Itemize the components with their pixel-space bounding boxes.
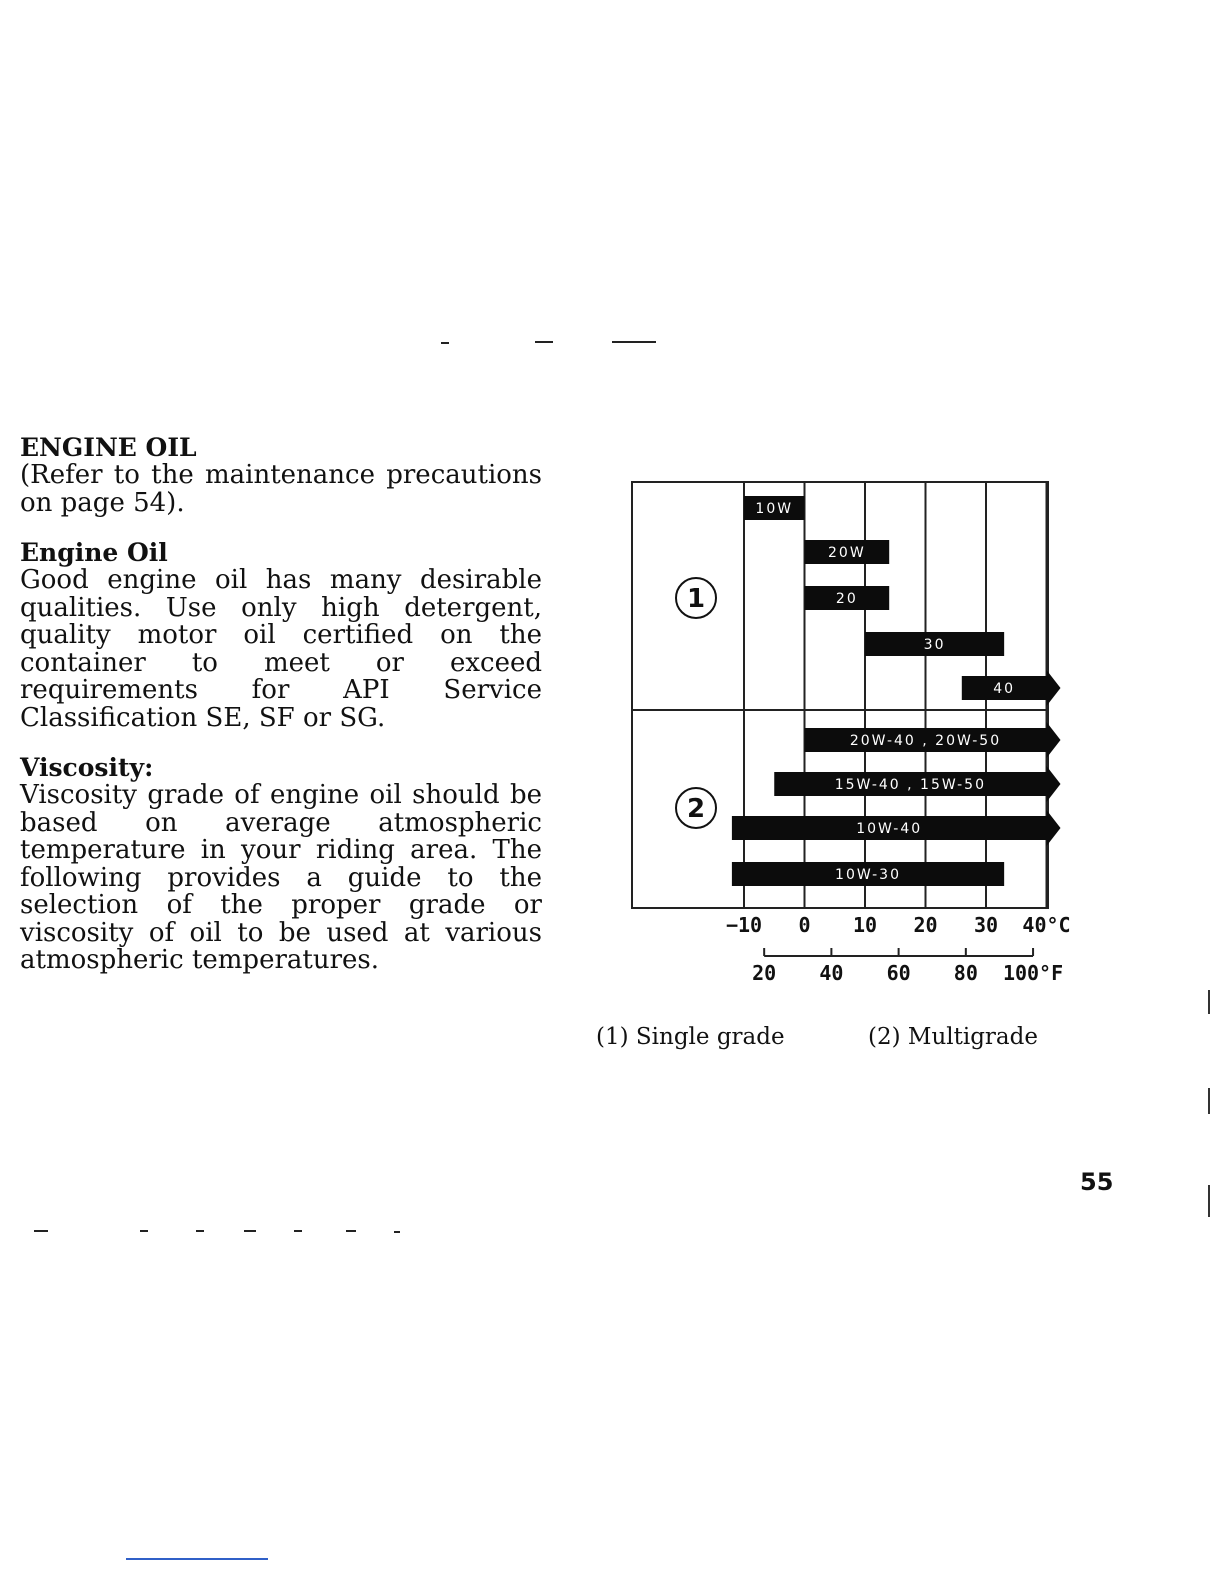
engine-oil-heading: Engine Oil [20,538,168,567]
engine-oil-body: Good engine oil has many desirable qualities. Use only high detergent, quality motor oil certified on the container to meet or exceed requirements for API Service Classification SE, SF or SG. [20,565,542,733]
celsius-tick-label: −10 [725,913,763,937]
scan-artifact [535,341,553,343]
page-number: 55 [1080,1168,1114,1196]
viscosity-chart [620,470,1080,990]
scan-edge-mark [1208,1185,1210,1217]
range-bar-label: 20 [835,591,858,607]
celsius-tick-label: 20 [913,913,938,937]
range-bar-label: 30 [923,637,946,653]
range-bar-arrow [1047,810,1061,846]
celsius-tick-label: 40°C [1022,913,1071,937]
fahrenheit-tick-label: 60 [886,961,911,985]
viscosity-body: Viscosity grade of engine oil should be based on average atmospheric temperature in your riding area. The following provides a guide to the selection of the proper grade or viscosity of oil to be used at various atmospheric temperatures. [20,780,542,975]
scan-artifact [140,1230,148,1232]
range-bar-label: 20W-40 , 20W-50 [849,733,1002,749]
celsius-tick-label: 30 [973,913,999,937]
scan-artifact [612,341,656,343]
scan-edge-mark [1208,990,1210,1014]
scan-artifact [196,1230,204,1232]
range-bar-arrow [1047,766,1061,802]
range-bar-label: 10W [755,501,794,517]
celsius-tick-label: 0 [798,913,811,937]
fahrenheit-tick-label: 20 [752,961,777,985]
legend-multigrade: (2) Multigrade [868,1024,1038,1050]
range-bar-label: 15W-40 , 15W-50 [834,777,987,793]
scan-artifact [441,342,449,344]
range-bar-label: 40 [993,681,1016,697]
text-column [20,434,542,975]
scan-artifact [294,1230,302,1232]
scan-edge-mark [1208,1088,1210,1114]
range-bar-arrow [1047,722,1061,758]
range-bar-label: 20W [828,545,866,561]
fahrenheit-tick-label: 40 [819,961,844,985]
legend-single-grade: (1) Single grade [596,1024,785,1050]
scan-artifact [346,1230,356,1232]
celsius-tick-label: 10 [852,913,878,937]
fahrenheit-tick-label: 100°F [1002,961,1064,985]
scan-artifact [394,1231,400,1233]
fahrenheit-tick-label: 80 [953,961,978,985]
range-bar-label: 10W-30 [835,867,902,883]
scan-artifact [244,1230,256,1232]
group-marker-label: 1 [686,584,706,614]
range-bar-arrow [1047,670,1061,706]
section-title: ENGINE OIL [20,433,197,462]
scan-artifact [34,1230,48,1232]
bottom-rule [126,1558,268,1560]
range-bar-label: 10W-40 [856,821,923,837]
section-reference: (Refer to the maintenance precautions on page 54). [20,460,542,518]
group-marker-label: 2 [686,794,706,824]
viscosity-heading: Viscosity: [20,753,154,782]
